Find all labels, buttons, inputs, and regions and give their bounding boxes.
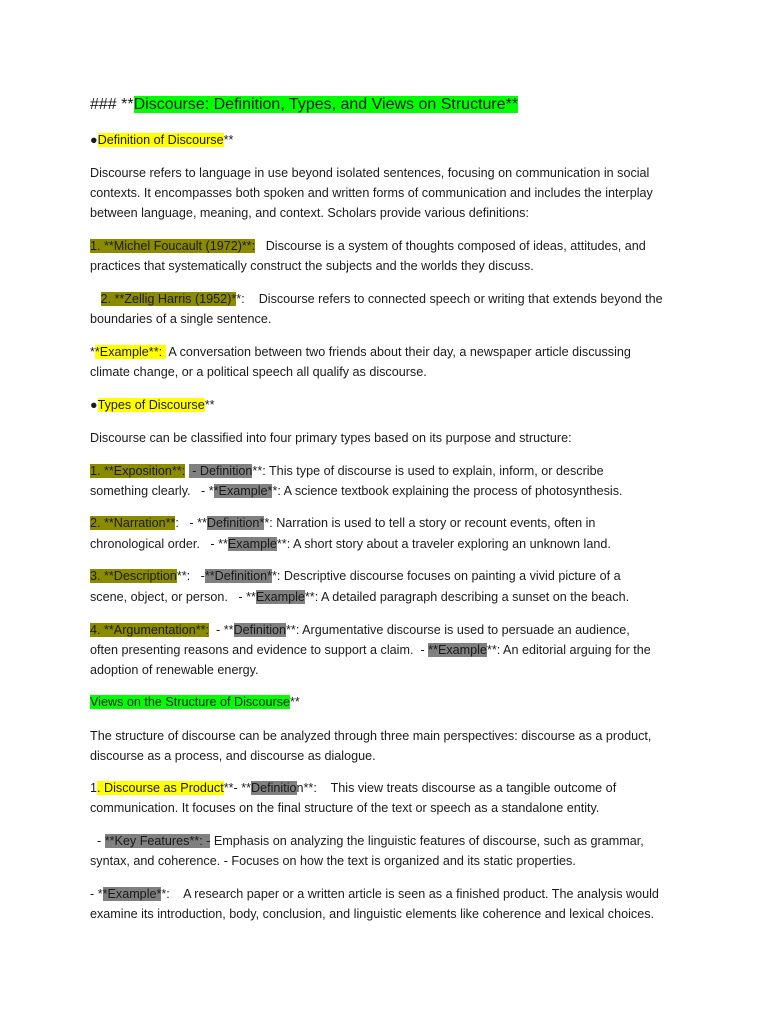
foucault-label: 1. **Michel Foucault (1972)**: xyxy=(90,239,256,253)
argumentation-label: 4. **Argumentation**: xyxy=(90,623,210,637)
product-mid: **- ** xyxy=(223,781,252,795)
product-text: n**: This view treats discourse as a tangible outcome of xyxy=(296,781,617,795)
definition-heading-text: Definition of Discourse xyxy=(97,133,224,147)
harris-text: *: Discourse refers to connected speech or writing that extends beyond the xyxy=(236,292,663,306)
types-heading-text: Types of Discourse xyxy=(97,398,205,412)
heading-suffix: ** xyxy=(204,398,215,412)
definition-heading xyxy=(90,130,690,150)
keyfeatures-label: **Key Features**: - xyxy=(104,834,211,848)
title-prefix: ### ** xyxy=(90,96,134,113)
heading-suffix: ** xyxy=(223,133,234,147)
description-text: *: Descriptive discourse focuses on painting a vivid picture of a xyxy=(272,569,621,583)
description-text-a: scene, object, or person. - ** xyxy=(90,590,256,604)
argumentation-example: **Example xyxy=(428,643,487,657)
description-line-1 xyxy=(90,566,690,586)
product-number: 1 xyxy=(90,781,98,795)
bullet: ● xyxy=(90,133,98,147)
example1-text: A conversation between two friends about their day, a newspaper article discussing xyxy=(165,345,631,359)
example-last-text: *: A research paper or a written article is seen as a finished product. The analysis would xyxy=(161,887,659,901)
narration-example: Example xyxy=(227,537,277,551)
argumentation-line-3: adoption of renewable energy. xyxy=(90,663,259,677)
narration-text-a: chronological order. - ** xyxy=(90,537,228,551)
product-label: . Discourse as Product xyxy=(97,781,224,795)
narration-line-2 xyxy=(90,534,690,554)
narration-text-b: **: A short story about a traveler exploring an unknown land. xyxy=(276,537,611,551)
heading-suffix: ** xyxy=(289,695,300,709)
exposition-text-a: something clearly. - * xyxy=(90,484,214,498)
exposition-definition: - Definition xyxy=(188,464,253,478)
argumentation-line-2 xyxy=(90,640,690,660)
narration-line-1 xyxy=(90,513,690,533)
narration-label: 2. **Narration** xyxy=(90,516,176,530)
product-definition: Definitio xyxy=(251,781,297,795)
example1-line-2: climate change, or a political speech all qualify as discourse. xyxy=(90,365,427,379)
example-last-line-2: examine its introduction, body, conclusion, and linguistic elements like coherence and lexical choices. xyxy=(90,907,654,921)
views-intro-line-1: The structure of discourse can be analyzed through three main perspectives: discourse as a product, xyxy=(90,729,652,743)
harris-label: 2. **Zellig Harris (1952)* xyxy=(100,292,237,306)
description-definition: **Definition* xyxy=(204,569,273,583)
argumentation-text-b: **: An editorial arguing for the xyxy=(486,643,651,657)
example1-pre: * xyxy=(90,345,95,359)
keyfeatures-pre: - xyxy=(90,834,105,848)
argumentation-text-a: often presenting reasons and evidence to support a claim. - xyxy=(90,643,429,657)
argumentation-text: **: Argumentative discourse is used to persuade an audience, xyxy=(286,623,630,637)
title-text: Discourse: Definition, Types, and Views on Structure** xyxy=(133,96,519,113)
foucault-line-2: practices that systematically construct the subjects and the worlds they discuss. xyxy=(90,259,534,273)
foucault-line-1 xyxy=(90,236,690,256)
product-line-1 xyxy=(90,778,690,798)
description-mid: **: - xyxy=(176,569,205,583)
intro-line-1: Discourse refers to language in use beyond isolated sentences, focusing on communication in social xyxy=(90,166,650,180)
example1-line-1 xyxy=(90,342,690,362)
views-intro-line-2: discourse as a process, and discourse as dialogue. xyxy=(90,749,376,763)
keyfeatures-line-1 xyxy=(90,831,690,851)
description-text-b: **: A detailed paragraph describing a sunset on the beach. xyxy=(304,590,630,604)
example1-label: *Example**: xyxy=(94,345,166,359)
exposition-line-1 xyxy=(90,461,690,481)
exposition-text-b: *: A science textbook explaining the process of photosynthesis. xyxy=(272,484,623,498)
argumentation-mid: - ** xyxy=(209,623,234,637)
example-last-line-1 xyxy=(90,884,690,904)
narration-mid: : - ** xyxy=(175,516,207,530)
harris-line-2: boundaries of a single sentence. xyxy=(90,312,272,326)
product-line-2: communication. It focuses on the final structure of the text or speech as a standalone entity. xyxy=(90,801,600,815)
keyfeatures-line-2: syntax, and coherence. - Focuses on how the text is organized and its static properties. xyxy=(90,854,576,868)
argumentation-line-1 xyxy=(90,620,690,640)
harris-line-1 xyxy=(90,289,690,309)
narration-text: *: Narration is used to tell a story or recount events, often in xyxy=(264,516,596,530)
exposition-example: *Example* xyxy=(213,484,273,498)
foucault-text: Discourse is a system of thoughts composed of ideas, attitudes, and xyxy=(255,239,646,253)
bullet: ● xyxy=(90,398,98,412)
harris-indent xyxy=(90,292,101,306)
document-title xyxy=(90,94,690,116)
argumentation-definition: Definition xyxy=(233,623,287,637)
intro-line-3: between language, meaning, and context. Scholars provide various definitions: xyxy=(90,206,529,220)
description-example: Example xyxy=(255,590,305,604)
intro-line-2: contexts. It encompasses both spoken and written forms of communication and includes the interplay xyxy=(90,186,653,200)
views-heading xyxy=(90,692,690,712)
example-last-pre: - * xyxy=(90,887,103,901)
description-label: 3. **Description xyxy=(90,569,177,583)
views-heading-text: Views on the Structure of Discourse xyxy=(90,695,290,709)
description-line-2 xyxy=(90,587,690,607)
types-intro: Discourse can be classified into four primary types based on its purpose and structure: xyxy=(90,431,572,445)
exposition-label: 1. **Exposition**: xyxy=(90,464,186,478)
exposition-line-2 xyxy=(90,481,690,501)
narration-definition: Definition* xyxy=(206,516,265,530)
example-last-label: *Example* xyxy=(102,887,162,901)
types-heading xyxy=(90,395,690,415)
keyfeatures-text: Emphasis on analyzing the linguistic features of discourse, such as grammar, xyxy=(210,834,644,848)
exposition-text: **: This type of discourse is used to explain, inform, or describe xyxy=(252,464,604,478)
